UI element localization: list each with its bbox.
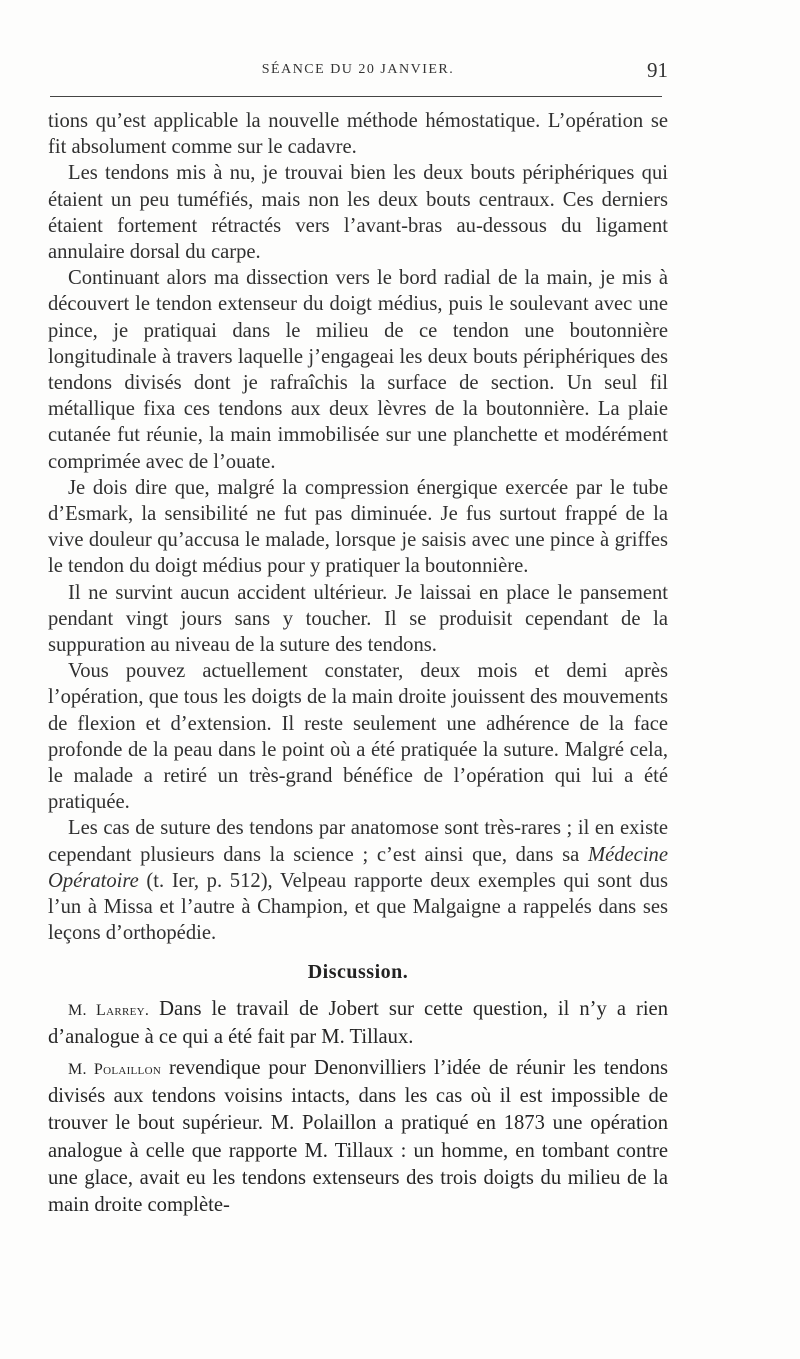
discussion-entry-larrey [48,996,668,1051]
header-rule [50,96,662,97]
paragraph-7-end: (t. Ier, p. 512), Velpeau rapporte deux exemples qui sont dus l’un à Missa et l’autre à Champion, et que Malgaigne a rappelés dans ses leçons d’orthopédie. [48,869,668,945]
discussion-text: Dans le travail de Jobert sur cette question, il n’y a rien d’analogue à ce qui a été fait par M. Tillaux. [48,997,668,1048]
paragraph-7 [48,815,668,946]
section-heading: Discussion. [307,960,409,983]
paragraph-5: Il ne survint aucun accident ultérieur. Je laissai en place le pansement pendant vingt jours sans y toucher. Il se produisit cependant de la suppuration au niveau de la suture des tendons. [48,581,668,657]
book-title: Médecine Opératoire [48,843,668,892]
running-head [48,58,668,86]
body-text [48,108,668,1223]
paragraph-6: Vous pouvez actuellement constater, deux mois et demi après l’opération, que tous les doigts de la main droite jouissent des mouvements de flexion et d’extension. Il reste seulement une adhérence de la face profonde de la peau dans le point où a été pratiquée la suture. Malgré cela, le malade a retiré un très-grand bénéfice de l’opération qui lui a été pratiquée. [48,660,668,814]
page-number: 91 [647,58,668,82]
discussion-entry-polaillon [48,1055,668,1219]
paragraph-4: Je dois dire que, malgré la compression énergique exercée par le tube d’Esmark, la sensibilité ne fut pas diminuée. Je fus surtout frappé de la vive douleur qu’accusa le malade, lorsque je saisis avec une pince à griffes le tendon du doigt médius pour y pratiquer la boutonnière. [48,476,668,578]
running-title: SÉANCE DU 20 JANVIER. [261,62,455,77]
paragraph-2: Les tendons mis à nu, je trouvai bien les deux bouts périphériques qui étaient un peu tuméfiés, mais non les deux bouts centraux. Ces derniers étaient fortement rétractés vers l’avant-bras au-dessous du ligament annulaire dorsal du carpe. [48,162,668,264]
paragraph-1: tions qu’est applicable la nouvelle méthode hémostatique. L’opération se fit absolument comme sur le cadavre. [48,110,668,159]
paragraph-3: Continuant alors ma dissection vers le bord radial de la main, je mis à découvert le tendon extenseur du doigt médius, puis le soulevant avec une pince, je pratiquai dans le milieu de ce tendon une boutonnière longitudinale à travers laquelle j’engageai les deux bouts périphériques des tendons divisés dont je rafraîchis la surface de section. Un seul fil métallique fixa ces tendons aux deux lèvres de la boutonnière. La plaie cutanée fut réunie, la main immobilisée sur une planchette et modérément comprimée avec de l’ouate. [48,267,668,473]
discussion-text: revendique pour Denonvilliers l’idée de réunir les tendons divisés aux tendons voisins intacts, dans les cas où il est impossible de trouver le bout supérieur. M. Polaillon a pratiqué en 1873 une opération analogue à celle que rapporte M. Tillaux : un homme, en tombant contre une glace, avait eu les tendons extenseurs des trois doigts du milieu de la main droite complète- [48,1056,668,1216]
speaker-name: M. Polaillon [68,1060,162,1078]
speaker-name: M. Larrey. [68,1001,150,1019]
paragraph-7-start: Les cas de suture des tendons par anatomose sont très-rares ; il en existe cependant plusieurs dans la science ; c’est ainsi que, dans sa [48,817,668,866]
